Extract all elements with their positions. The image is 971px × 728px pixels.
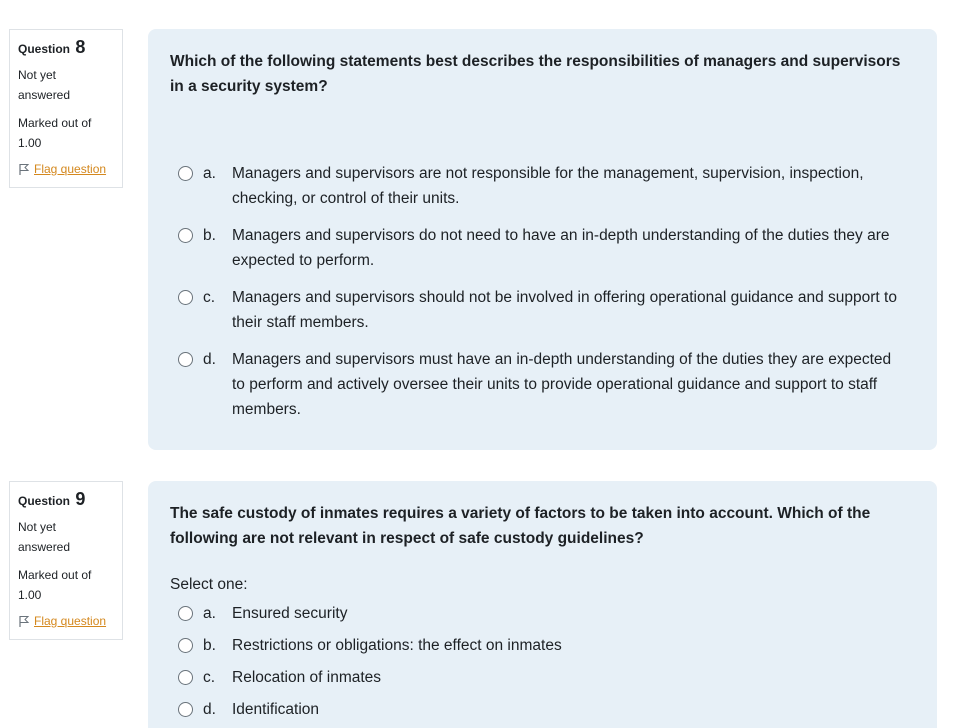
answer-option-a[interactable] (170, 161, 907, 211)
option-letter: d. (203, 351, 216, 368)
option-letter: c. (203, 669, 216, 686)
radio-button[interactable] (178, 606, 193, 621)
answer-option-d[interactable] (170, 347, 907, 422)
answer-option-d[interactable] (170, 697, 907, 722)
option-letter: d. (203, 701, 216, 718)
answer-options (170, 161, 907, 422)
flag-question-link[interactable]: Flag question (34, 614, 107, 628)
question-state: Not yet answered (18, 520, 71, 554)
flag-question-link[interactable]: Flag question (34, 162, 107, 176)
option-text: Managers and supervisors must have an in-depth understanding of the duties they are expected to perform and actively oversee their units to provide operational guidance and support to staff members. (232, 351, 892, 418)
answer-option-b[interactable] (170, 223, 907, 273)
option-text: Ensured security (232, 605, 348, 622)
option-letter: b. (203, 227, 216, 244)
question-number: Question 9 (18, 489, 86, 509)
flag-icon (18, 163, 30, 176)
question-text: The safe custody of inmates requires a variety of factors to be taken into account. Which of the following are not relevant in respect of safe custody guidelines? (170, 505, 871, 547)
question-content-8 (148, 29, 937, 450)
flag-question[interactable] (18, 611, 122, 631)
option-text: Restrictions or obligations: the effect on inmates (232, 637, 562, 654)
option-letter: a. (203, 165, 216, 182)
question-text: Which of the following statements best describes the responsibilities of managers and supervisors in a security system? (170, 53, 901, 95)
radio-button[interactable] (178, 702, 193, 717)
flag-icon (18, 615, 30, 628)
option-letter: a. (203, 605, 216, 622)
option-text: Relocation of inmates (232, 669, 382, 686)
radio-button[interactable] (178, 166, 193, 181)
flag-question[interactable] (18, 159, 122, 179)
question-grade: Marked out of 1.00 (18, 116, 92, 150)
radio-button[interactable] (178, 670, 193, 685)
option-text: Managers and supervisors should not be involved in offering operational guidance and support to their staff members. (232, 289, 897, 331)
answer-option-b[interactable] (170, 633, 907, 658)
radio-button[interactable] (178, 638, 193, 653)
question-number: Question 8 (18, 37, 86, 57)
option-text: Managers and supervisors do not need to have an in-depth understanding of the duties they are expected to perform. (232, 227, 890, 269)
radio-button[interactable] (178, 352, 193, 367)
option-text: Identification (232, 701, 320, 718)
question-content-9 (148, 481, 937, 728)
answer-option-c[interactable] (170, 285, 907, 335)
question-info-9 (9, 481, 123, 640)
question-state: Not yet answered (18, 68, 71, 102)
radio-button[interactable] (178, 290, 193, 305)
option-letter: c. (203, 289, 216, 306)
option-letter: b. (203, 637, 216, 654)
question-info-8 (9, 29, 123, 188)
answer-option-a[interactable] (170, 601, 907, 626)
answer-options (170, 601, 907, 722)
option-text: Managers and supervisors are not responsible for the management, supervision, inspection, checking, or control of their units. (232, 165, 864, 207)
radio-button[interactable] (178, 228, 193, 243)
question-grade: Marked out of 1.00 (18, 568, 92, 602)
select-one-prompt: Select one: (170, 576, 248, 593)
answer-option-c[interactable] (170, 665, 907, 690)
